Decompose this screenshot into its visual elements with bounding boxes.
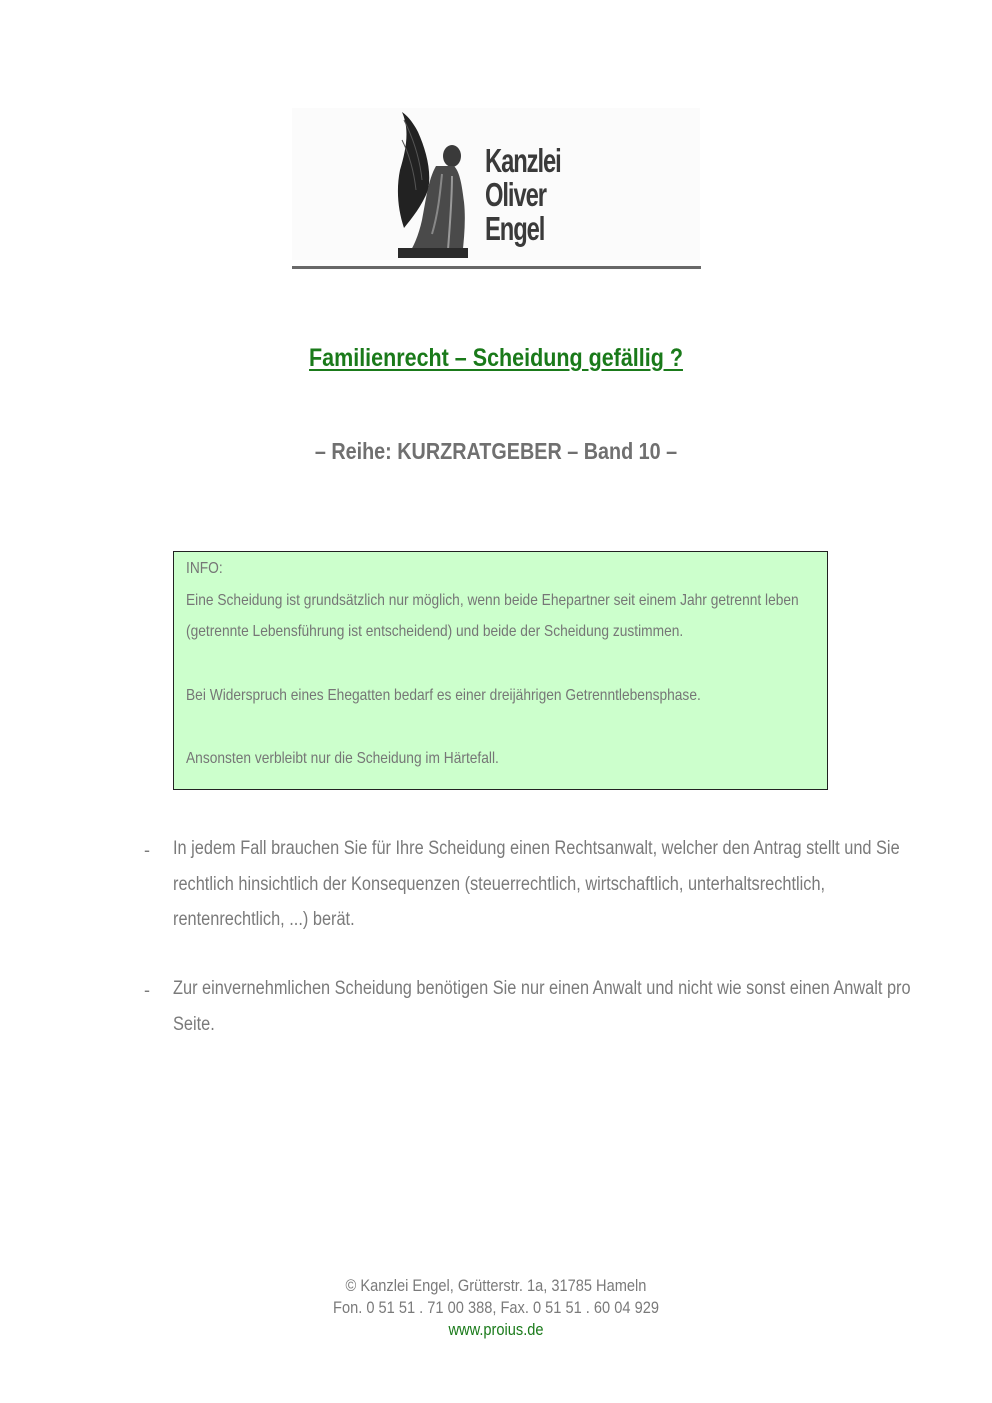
info-box-line-1: Eine Scheidung ist grundsätzlich nur möglich, wenn beide Ehepartner seit einem Jahr getrennt leben [186, 592, 799, 609]
bullet-1-line-1: In jedem Fall brauchen Sie für Ihre Scheidung einen Rechtsanwalt, welcher den Antrag stellt und Sie [173, 838, 900, 859]
bullet-2-line-2: Seite. [173, 1014, 215, 1035]
info-box-line-3: Bei Widerspruch eines Ehegatten bedarf es einer dreijährigen Getrenntlebensphase. [186, 687, 701, 704]
footer-address: © Kanzlei Engel, Grütterstr. 1a, 31785 Hameln [345, 1276, 647, 1295]
angel-statue-icon [392, 110, 488, 258]
kanzlei-logo [292, 108, 700, 260]
logo-line-1: Kanzlei [485, 142, 561, 179]
logo-line-2: Oliver [485, 176, 546, 213]
bullet-2-line-1: Zur einvernehmlichen Scheidung benötigen Sie nur einen Anwalt und nicht wie sonst einen Anwalt pro [173, 978, 911, 999]
header-divider [292, 266, 701, 269]
logo-wordmark [485, 144, 561, 246]
bullet-marker-1: - [144, 840, 150, 860]
info-box-line-2: (getrennte Lebensführung ist entscheidend) und beide der Scheidung zustimmen. [186, 623, 684, 640]
footer-website-link[interactable]: www.proius.de [448, 1320, 544, 1339]
page-subtitle: – Reihe: KURZRATGEBER – Band 10 – [314, 438, 678, 464]
logo-line-3: Engel [485, 210, 545, 247]
bullet-marker-2: - [144, 980, 150, 1000]
page-title: Familienrecht – Scheidung gefällig ? [309, 344, 683, 372]
info-box [173, 551, 828, 790]
bullet-1-line-3: rentenrechtlich, ...) berät. [173, 909, 355, 930]
bullet-1-line-2: rechtlich hinsichtlich der Konsequenzen (steuerrechtlich, wirtschaftlich, unterhaltsrechtlich, [173, 874, 826, 895]
info-box-label: INFO: [186, 560, 223, 577]
footer-phone: Fon. 0 51 51 . 71 00 388, Fax. 0 51 51 . 60 04 929 [333, 1298, 659, 1317]
info-box-line-4: Ansonsten verbleibt nur die Scheidung im Härtefall. [186, 750, 499, 767]
